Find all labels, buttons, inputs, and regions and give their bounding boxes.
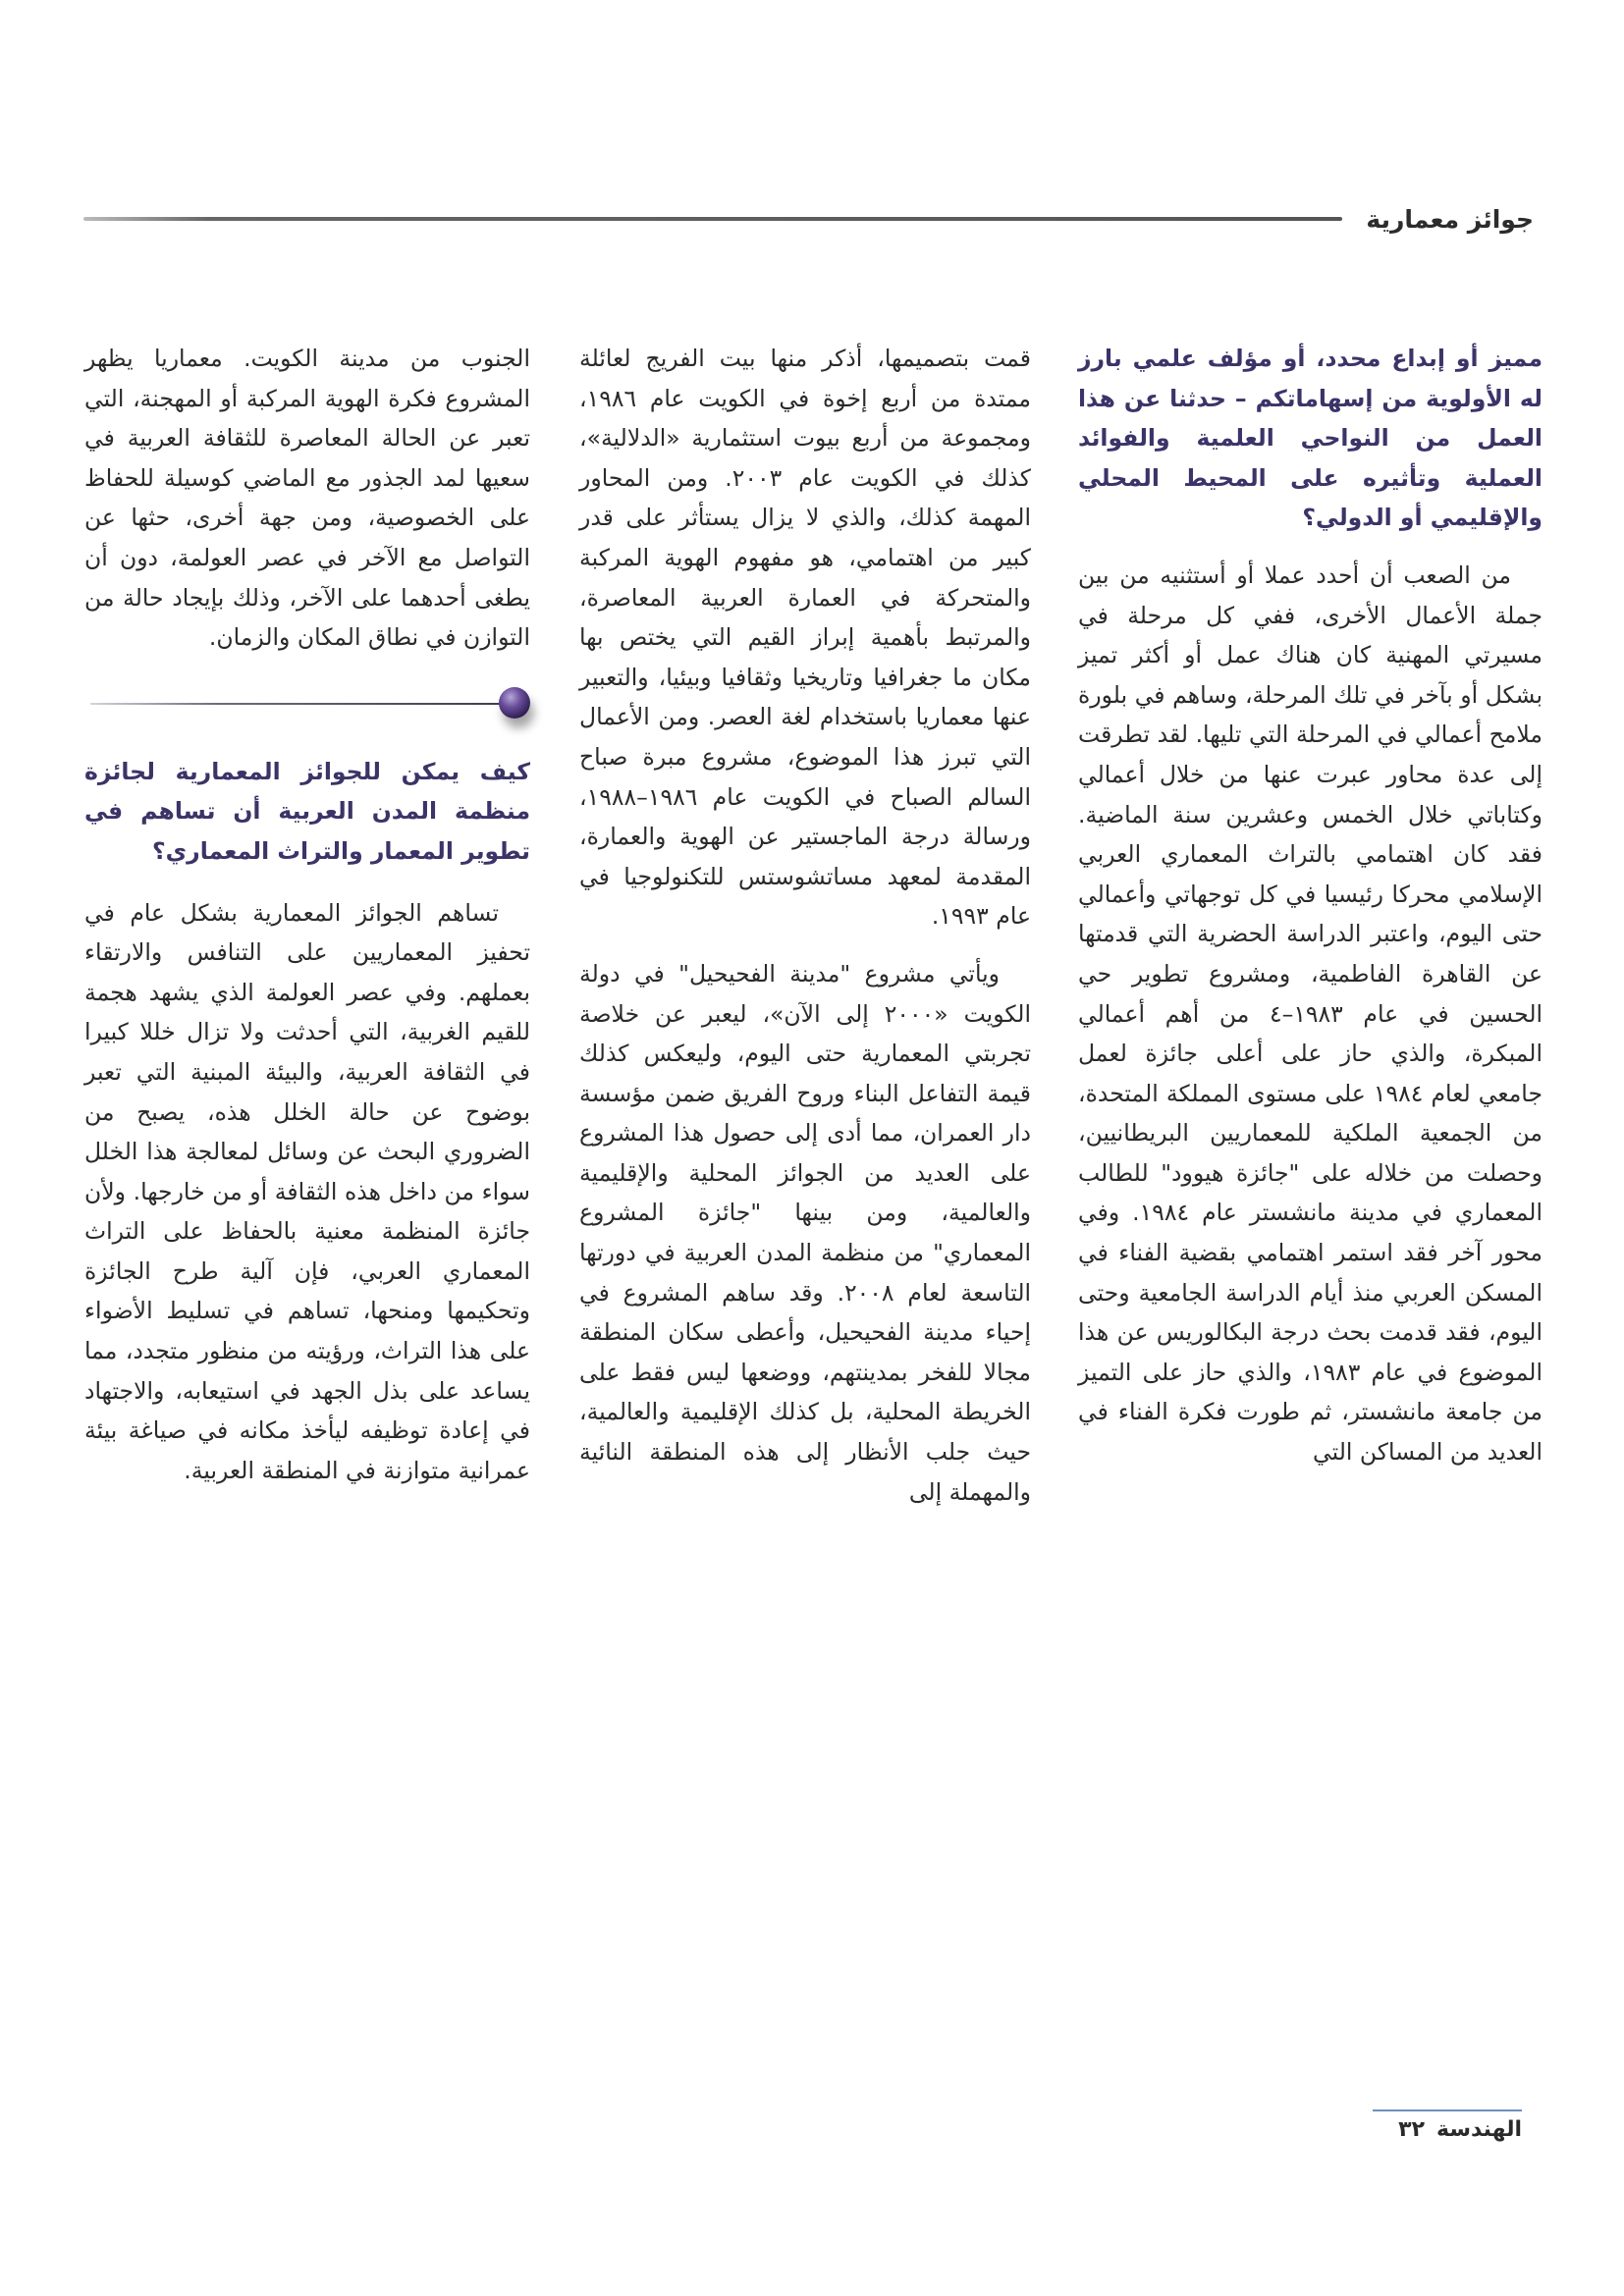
magazine-name: الهندسة	[1436, 2117, 1522, 2142]
running-header	[83, 199, 1534, 239]
answer-paragraph: الجنوب من مدينة الكويت. معماريا يظهر المشروع فكرة الهوية المركبة أو المهجنة، التي تعبر عن الحالة المعاصرة للثقافة العربية في سعيها لمد الجذور مع الماضي كوسيلة للحفاظ على الخصوصية، ومن جهة أخرى، حثها عن التواصل مع الآخر في عصر العولمة، دون أن يطغى أحدهما على الآخر، وذلك بإيجاد حالة من التوازن في نطاق المكان والزمان.	[84, 345, 530, 652]
column-right	[1078, 339, 1543, 1472]
divider-line	[90, 703, 503, 705]
interview-question: مميز أو إبداع محدد، أو مؤلف علمي بارز له الأولوية من إسهاماتكم – حدثنا عن هذا العمل من النواحي العلمية والفوائد العملية وتأثيره على المحيط المحلي والإقليمي أو الدولي؟	[1078, 345, 1543, 532]
section-title: جوائز معمارية	[1366, 204, 1534, 234]
sphere-bullet-icon	[499, 687, 530, 719]
answer-paragraph: ويأتي مشروع "مدينة الفحيحيل" في دولة الكويت «٢٠٠٠ إلى الآن»، ليعبر عن خلاصة تجربتي المعمارية حتى اليوم، وليعكس كذلك قيمة التفاعل البناء وروح الفريق ضمن مؤسسة دار العمران، مما أدى إلى حصول هذا المشروع على العديد من الجوائز المحلية والإقليمية والعالمية، ومن بينها "جائزة المشروع المعماري" من منظمة المدن العربية في دورتها التاسعة لعام ٢٠٠٨. وقد ساهم المشروع في إحياء مدينة الفحيحيل، وأعطى سكان المنطقة مجالا للفخر بمدينتهم، ووضعها ليس فقط على الخريطة المحلية، بل كذلك الإقليمية والعالمية، حيث جلب الأنظار إلى هذه المنطقة النائية والمهملة إلى	[579, 959, 1032, 1506]
page-footer	[1375, 2117, 1522, 2142]
page-number: ٣٢	[1398, 2117, 1425, 2142]
interview-question: كيف يمكن للجوائز المعمارية لجائزة منظمة المدن العربية أن تساهم في تطوير المعمار والتراث المعماري؟	[84, 757, 530, 865]
paragraph-gap	[579, 936, 1031, 954]
column-left	[84, 339, 530, 1490]
answer-paragraph: من الصعب أن أحدد عملا أو أستثنيه من بين جملة الأعمال الأخرى، ففي كل مرحلة في مسيرتي المهنية كان هناك عمل أو أكثر تميز بشكل أو بآخر في تلك المرحلة، وساهم في بلورة ملامح أعمالي في المرحلة التي تليها. لقد تطرقت إلى عدة محاور عبرت عنها من خلال أعمالي وكتاباتي خلال الخمس وعشرين سنة الماضية. فقد كان اهتمامي بالتراث المعماري العربي الإسلامي محركا رئيسيا في كل توجهاتي وأعمالي حتى اليوم، واعتبر الدراسة الحضرية التي قدمتها عن القاهرة الفاطمية، ومشروع تطوير حي الحسين في عام ١٩٨٣–٤ من أهم أعمالي المبكرة، والذي حاز على أعلى جائزة لعمل جامعي لعام ١٩٨٤ على مستوى المملكة المتحدة، من الجمعية الملكية للمعماريين البريطانيين، وحصلت من خلاله على "جائزة هيوود" للطالب المعماري في مدينة مانشستر عام ١٩٨٤. وفي محور آخر فقد استمر اهتمامي بقضية الفناء في المسكن العربي منذ أيام الدراسة الجامعية وحتى اليوم، فقد قدمت بحث درجة البكالوريس عن هذا الموضوع في عام ١٩٨٣، والذي حاز على التميز من جامعة مانشستر، ثم طورت فكرة الفناء في العديد من المساكن التي	[1078, 561, 1543, 1467]
answer-paragraph: تساهم الجوائز المعمارية بشكل عام في تحفيز المعماريين على التنافس والارتقاء بعملهم. وفي عصر العولمة الذي يشهد هجمة للقيم الغربية، التي أحدثت ولا تزال خللا كبيرا في الثقافة العربية، والبيئة المبنية التي تعبر بوضوح عن حالة الخلل هذه، يصبح من الضروري البحث عن وسائل لمعالجة هذا الخلل سواء من داخل هذه الثقافة أو من خارجها. ولأن جائزة المنظمة معنية بالحفاظ على التراث المعماري العربي، فإن آلية طرح الجائزة وتحكيمها ومنحها، تساهم في تسليط الأضواء على هذا التراث، ورؤيته من منظور متجدد، مما يساعد على بذل الجهد في استيعابه، والاجتهاد في إعادة توظيفه ليأخذ مكانه في صياغة بيئة عمرانية متوازنة في المنطقة العربية.	[84, 898, 530, 1484]
footer-rule	[1373, 2109, 1522, 2111]
section-divider	[84, 671, 530, 740]
column-middle	[579, 339, 1031, 1512]
answer-paragraph: قمت بتصميمها، أذكر منها بيت الفريج لعائلة ممتدة من أربع إخوة في الكويت عام ١٩٨٦، ومجموعة من أربع بيوت استثمارية «الدلالية»، كذلك في الكويت عام ٢٠٠٣. ومن المحاور المهمة كذلك، والذي لا يزال يستأثر على قدر كبير من اهتمامي، هو مفهوم الهوية المركبة والمتحركة في العمارة العربية المعاصرة، والمرتبط بأهمية إبراز القيم التي يختص بها مكان ما جغرافيا وتاريخيا وثقافيا وبيئيا، والتعبير عنها معماريا باستخدام لغة العصر. ومن الأعمال التي تبرز هذا الموضوع، مشروع مبرة صباح السالم الصباح في الكويت عام ١٩٨٦–١٩٨٨، ورسالة درجة الماجستير عن الهوية والعمارة، المقدمة لمعهد مساتشوستس للتكنولوجيا في عام ١٩٩٣.	[579, 345, 1031, 931]
header-rule	[83, 217, 1342, 221]
